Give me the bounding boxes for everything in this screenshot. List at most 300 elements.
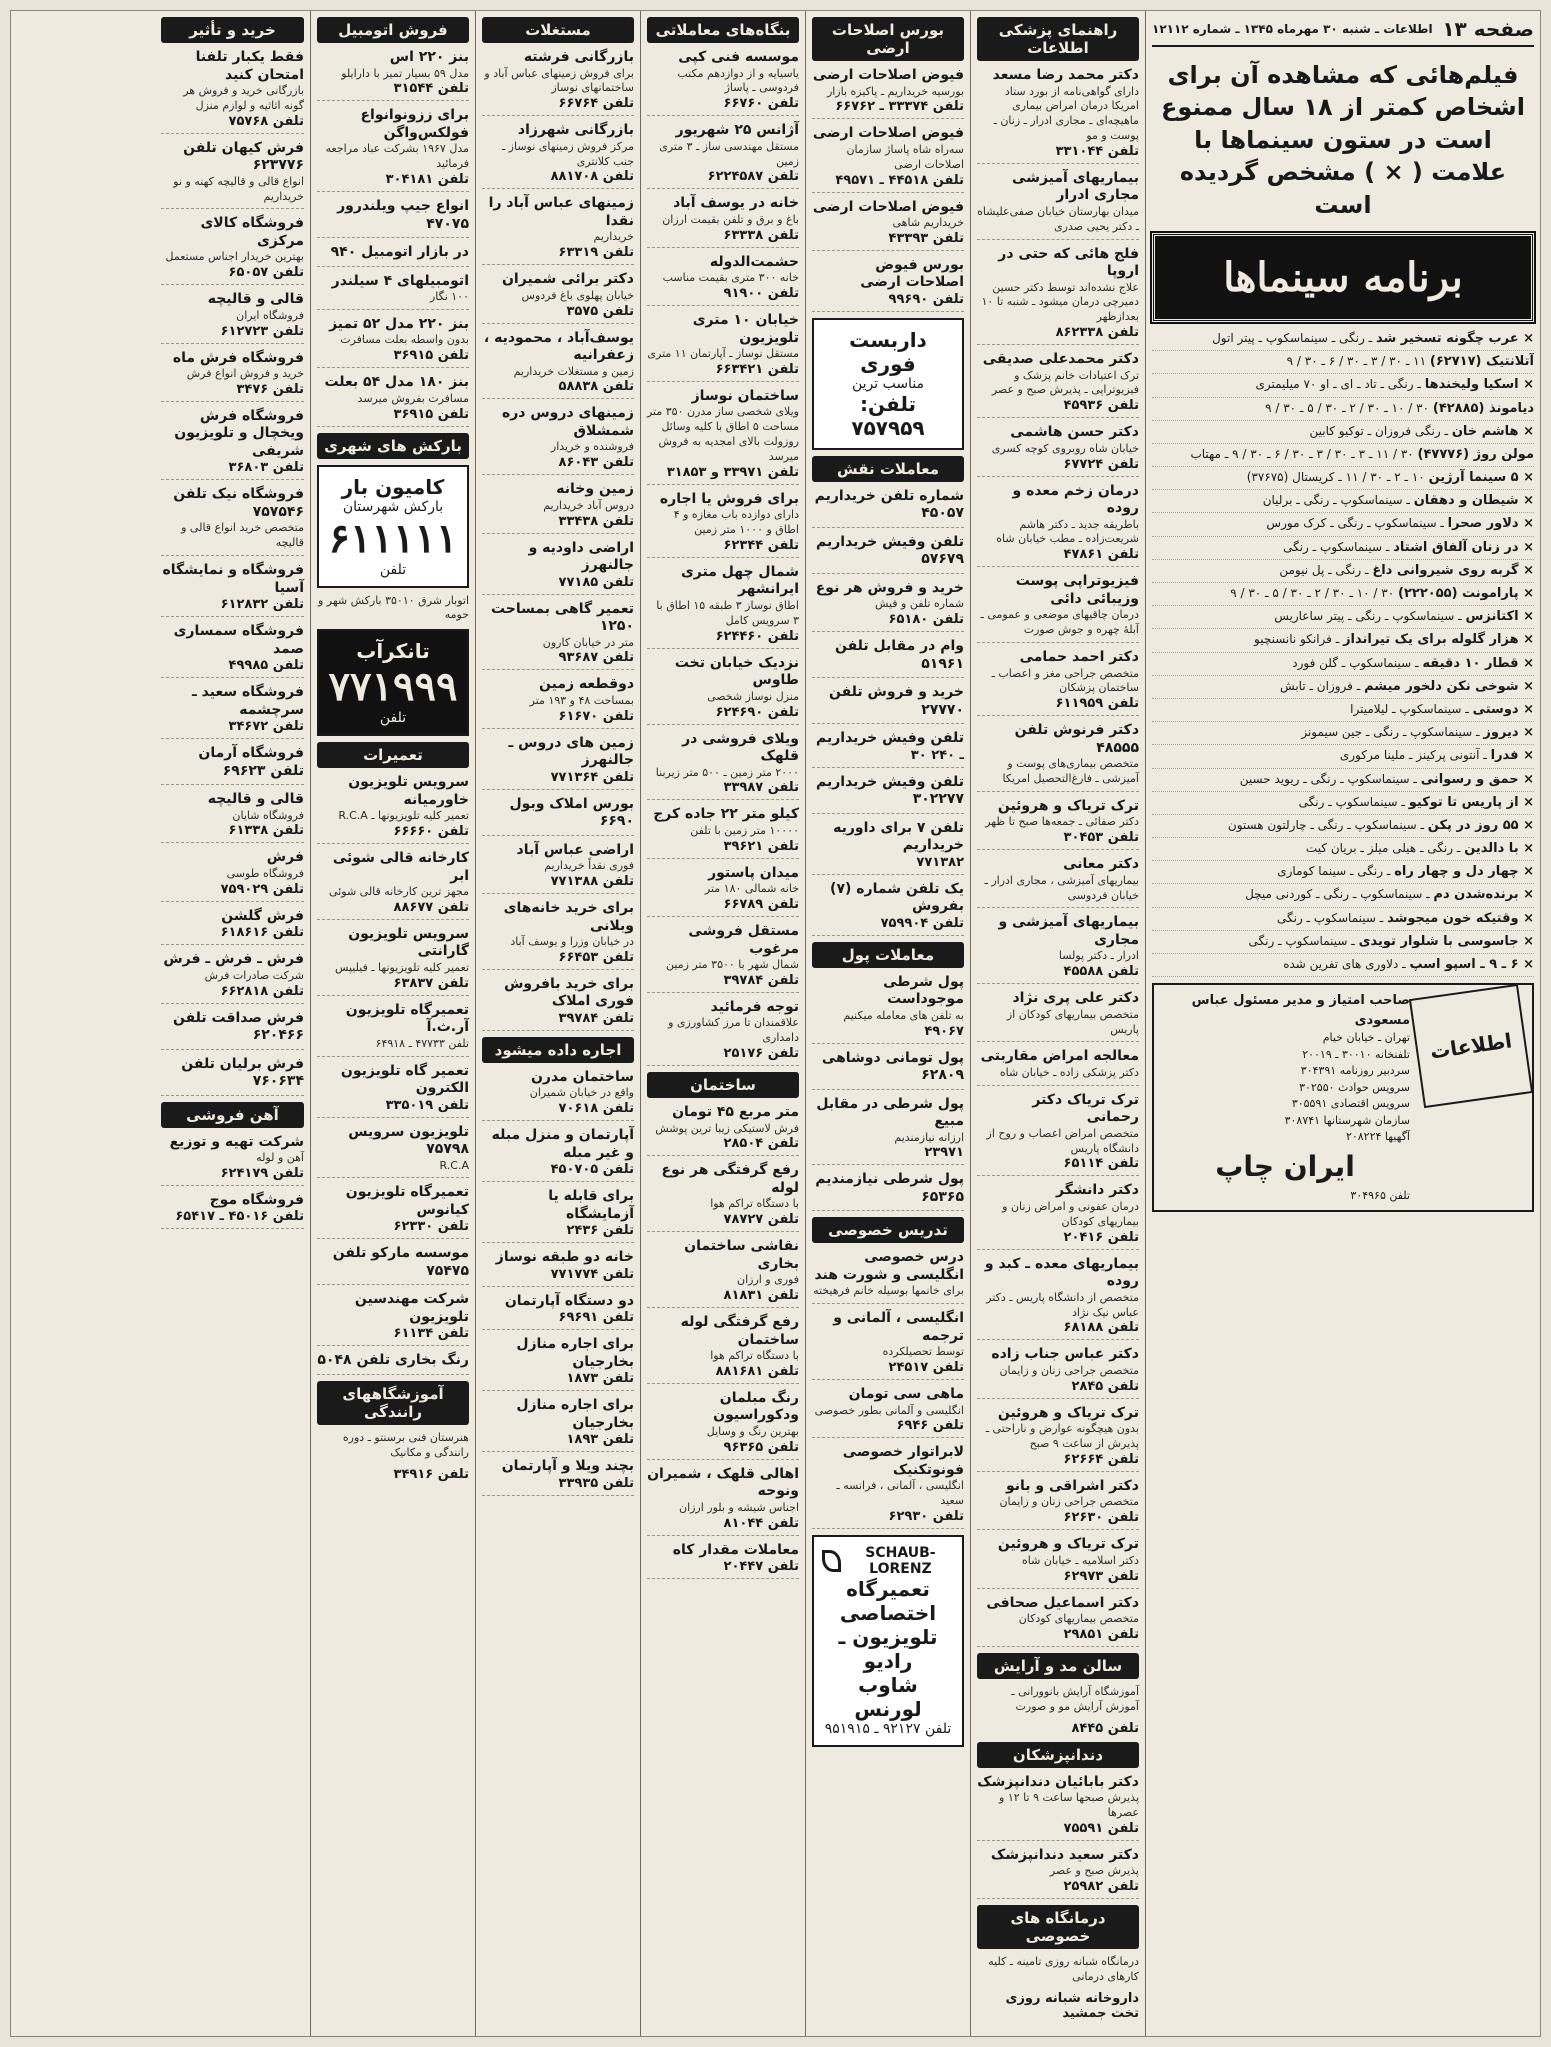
ad-text: خیابان شاه روبروی کوچه کسری [991, 441, 1139, 455]
ad-title: فیوض اصلاحات ارضی [812, 67, 964, 83]
ad-phone: تلفن ۷۰۶۱۸ [558, 1101, 634, 1117]
section2-heading: ساختمان [647, 1072, 799, 1098]
ad-text: با دستگاه تراکم هوا [710, 1349, 799, 1363]
film-info: ـ رنگی فروزان ـ توکیو کابین [1309, 423, 1452, 438]
ad-title: درمان زخم معده و روده [1012, 482, 1139, 517]
ad-title: انواع جیپ ویلندرور ۴۷۰۷۵ [337, 198, 469, 232]
ad-text: پذیرش صبح و عصر [1049, 1864, 1139, 1878]
classified-ad [482, 195, 634, 265]
classified-ad [977, 856, 1139, 908]
classified-ad [812, 1249, 964, 1304]
ad-text: متخصص جراحی زنان و زایمان [999, 1495, 1139, 1509]
section4-heading: آموزشگاههای رانندگی [317, 1381, 469, 1425]
masthead-logo: اطلاعات [1409, 984, 1533, 1108]
classified-ad [647, 1314, 799, 1384]
ad-text: متخصص جراحی زنان و زایمان [999, 1363, 1139, 1377]
film-listing [1152, 444, 1534, 467]
ad-text: مدل ۱۹۶۷ بشرکت عباد مراجعه فرمائید [325, 142, 469, 171]
classified-ad [317, 244, 469, 267]
ad-title: برای فروش یا اجاره [659, 490, 799, 507]
ad-text: برای فروش زمینهای عباس آباد و ساختمانهای نوساز [484, 66, 634, 95]
truck-ad [317, 465, 469, 588]
ad-phone: تلفن ۶۳۸۳۷ [393, 975, 469, 991]
ad-title: برای اجاره منازل بخارجیان [516, 1336, 634, 1370]
ad-phone: تلفن ۳۶۹۱۵ [393, 406, 469, 422]
ad-phone: تلفن ۳۵۷۵ [566, 303, 634, 319]
masthead-line: سرویس حوادث ۳۰۲۵۵۰ [1299, 1080, 1410, 1094]
classified-ad [977, 483, 1139, 568]
film-title: × اکتانزس [1465, 609, 1534, 625]
issue-line: اطلاعات ـ شنبه ۳۰ مهرماه ۱۳۴۵ ـ شماره ۱۲۱۱۲ [1152, 22, 1433, 36]
ad-title: ساختمان نوساز [691, 387, 799, 404]
classified-ad [317, 926, 469, 996]
ad-title: نقاشی ساختمان بخاری [684, 1238, 799, 1272]
ad-phone: تلفن ۷۷۱۷۷۴ [550, 1266, 634, 1282]
classified-ad [977, 351, 1139, 418]
classified-ad [482, 1458, 634, 1496]
ad-text: ادرار ـ دکتر پولسا [1058, 949, 1139, 963]
printer-name: ایران چاپ [1215, 1149, 1355, 1183]
ad-phone: تلفن ۲۰۴۱۶ [1063, 1229, 1139, 1245]
classified-ad [977, 1595, 1139, 1647]
ad-title: کارخانه قالی شوئی ابر [332, 850, 469, 884]
column-heading: راهنمای پزشکی اطلاعات [977, 17, 1139, 61]
film-info: ـ دلاوری های تفرین شده [1283, 957, 1410, 972]
ad-phone: تلفن ۸۸۱۶۸۱ [715, 1363, 799, 1379]
film-listing [1152, 699, 1534, 722]
film-title: مولن روژ (۴۷۷۷۶) [1417, 446, 1534, 462]
classified-ad [647, 564, 799, 649]
column-heading: خرید و تأثیر [161, 17, 304, 43]
film-info: ۱۱ ـ ۳۰ / ۳ ـ ۳۰ / ۶ ـ ۳۰ / ۹ [1286, 354, 1430, 369]
ad-text: علاقمندان تا مرز کشاورزی و دامداری [668, 1016, 799, 1045]
classified-ad [317, 774, 469, 844]
ad-title: فرش [266, 849, 304, 866]
ad-text: خریداریم شاهی [892, 216, 964, 230]
classified-ad [161, 291, 304, 343]
ad-phone: تلفن ۸۶۰۴۳ [558, 455, 634, 471]
ad-title: تلفن وفیش خریداریم [815, 730, 964, 747]
newspaper-page [10, 10, 1541, 2037]
masthead-title: صاحب امتیاز و مدیر مسئول عباس مسعودی [1191, 993, 1410, 1028]
classified-ad [161, 408, 304, 481]
ad-title: ترک تریاک دکتر رحمانی [1032, 1091, 1139, 1126]
film-listing [1152, 769, 1534, 792]
masthead-line: تلفنخانه ۳۰۰۱۰ ـ ۲۰۰۱۹ [1302, 1047, 1410, 1061]
classified-ad [647, 1466, 799, 1536]
classified-ad [812, 1386, 964, 1438]
ad-title: رفع گرفتگی لوله ساختمان [680, 1314, 799, 1348]
classified-ad [977, 1774, 1139, 1841]
classified-ad [482, 405, 634, 475]
ad-title: قالی و قالیچه [207, 291, 304, 308]
classified-ad [161, 951, 304, 1003]
film-title: × حمق و رسوانی [1420, 771, 1534, 787]
ad-text: زمین و مستغلات خریداریم [513, 364, 634, 378]
ad-phone: تلفن ۶۱۸۶۱۶ [220, 925, 304, 941]
cinema-banner: برنامه سینماها [1152, 233, 1534, 322]
ad-phone: تلفن ۳۰۴۵۳ [1063, 830, 1139, 846]
classified-ad [317, 316, 469, 368]
classified-ad [161, 745, 304, 785]
ad-text: اطاق نوساز ۳ طبقه ۱۵ اطاق با ۳ سرویس کامل [656, 598, 799, 627]
column-land-reform [805, 11, 970, 2036]
classified-ad [482, 1188, 634, 1243]
ad-text: متر در خیابان کارون [542, 635, 634, 649]
classified-ad [317, 850, 469, 920]
film-listing [1152, 745, 1534, 768]
ad-phone: تلفن ۴۳۳۹۳ [888, 230, 964, 246]
classified-ad [161, 1056, 304, 1096]
classified-ad [482, 1293, 634, 1331]
ad-title: دکتر اشراقی و بانو [1005, 1477, 1139, 1494]
film-title: × ۵ سینما آرژین [1428, 470, 1534, 486]
classified-ad [977, 1847, 1139, 1899]
ad-phone: تلفن ۴۵۹۳۶ [1063, 398, 1139, 414]
classified-ad [482, 976, 634, 1031]
classified-ad [317, 49, 469, 101]
ad-phone: تلفن ۱۸۷۳ [566, 1371, 634, 1387]
film-listing [1152, 583, 1534, 606]
film-info: ۱۰ ـ ۲ ـ ۳۰ / ۱۱ ـ کریستال (۳۷۶۷۵) [1246, 470, 1429, 485]
classified-ad [317, 1245, 469, 1285]
film-list [1152, 328, 1534, 977]
classified-ad [482, 481, 634, 533]
ad-title: برای قابله یا آزمایشگاه [548, 1188, 634, 1222]
ad-title: انگلیسی ، آلمانی و ترجمه [833, 1310, 964, 1344]
ad-phone: ۷۷۱۳۸۲ [916, 854, 964, 870]
ad-text: ویلای شخصی ساز مدرن ۳۵۰ متر مساحت ۵ اطاق با کلیه وسائل روزولت بالای امجدیه به فروش میرسد [646, 405, 799, 463]
ad-text: منزل نوساز شخصی [707, 689, 799, 703]
ad-phone: تلفن ۷۵۷۶۸ [228, 113, 304, 129]
ad-phone: تلفن ۶۲۳۴۴ [723, 537, 799, 553]
film-info: ـ آنتونی پرکینز ـ ملینا مرکوری [1339, 748, 1491, 763]
classified-ad [482, 900, 634, 970]
film-listing [1152, 722, 1534, 745]
ad-text: تلفن ۴۷۷۳۳ ـ ۶۴۹۱۸ [375, 1036, 469, 1050]
ad-phone: تلفن ۶۳۳۳۸ [723, 227, 799, 243]
ad-text: درمان چاقیهای موضعی و عمومی ـ آبلهٔ چهره و جوش صورت [980, 608, 1139, 637]
ad-text: انگلیسی و آلمانی بطور خصوصی [814, 1403, 964, 1417]
ad-phone: تلفن ۶۲۶۳۰ [1063, 1510, 1139, 1526]
ad-phone: تلفن ۶۶۲۸۱۸ [220, 983, 304, 999]
ad-phone: تلفن ۶۱۲۷۲۳ [220, 323, 304, 339]
classified-ad [812, 67, 964, 119]
ad-text: باغ و برق و تلفن بقیمت ارزان [662, 212, 799, 226]
classified-ad [161, 562, 304, 617]
ad-text: مجهز ترین کارخانه قالی شوئی [329, 885, 469, 899]
ad-text: فروشگاه طوسی [226, 866, 304, 880]
ad-title: شماره تلفن خریداریم ۴۵۰۵۷ [814, 487, 964, 522]
classified-ad [977, 1405, 1139, 1472]
ad-title: پول شرطی نیازمندیم ۶۵۳۶۵ [815, 1171, 964, 1205]
ad-phone: تلفن ۶۶۷۶۴ [558, 96, 634, 112]
scaffolding-phone: تلفن: ۷۵۷۹۵۹ [851, 391, 925, 440]
otobar-text: اتوبار شرق ۳۵۰۱۰ بارکش شهر و حومه [317, 593, 469, 622]
schaub-mark-icon [822, 1550, 841, 1572]
classified-ad [482, 1249, 634, 1287]
film-info: ـ سینماسکوپ ـ رنگی [1298, 794, 1409, 809]
ad-title: بیماریهای معده ـ کبد و روده [984, 1255, 1139, 1290]
ad-title: فیوض اصلاحات ارضی [812, 125, 964, 142]
ad-text: متخصص بیماریهای کودکان [1018, 1612, 1139, 1626]
classified-ad [977, 1478, 1139, 1530]
ad-text: بیماریهای آمیزشی ، مجاری ادرار ـ خیابان فردوسی [984, 873, 1139, 902]
ad-phone: تلفن ۶۱۳۳۸ [228, 823, 304, 839]
ad-phone: تلفن ۳۳۳۷۴ ـ ۶۶۷۶۲ [835, 99, 964, 115]
classified-ad [161, 1010, 304, 1050]
ad-title: معاملات مقدار کاه [672, 1541, 799, 1558]
ad-text: فوری نقداً خریداریم [544, 859, 634, 873]
film-info: ـ سینماسکوپ ـ رنگی [1248, 933, 1359, 948]
ad-title: تعمیر گاه تلویزیون الکترون [340, 1062, 469, 1097]
film-title: × پارامونت (۲۲۲۰۵۵) [1398, 586, 1534, 602]
ad-title: فلج هائی که حتی در اروپا [998, 245, 1139, 280]
ad-text: علاج نشده‌اند توسط دکتر حسین دمیرچی درمان میشود ـ شنبه تا ۱۰ بعدازظهر [981, 280, 1139, 324]
cinema-column [1145, 11, 1540, 2036]
ad-phone: تلفن ۷۵۹۰۲۹ [220, 881, 304, 897]
section2-heading: سالن مد و آرایش [977, 1653, 1139, 1679]
film-info: ـ فروزان ـ تابش [1280, 678, 1365, 693]
classified-ad [482, 271, 634, 323]
film-listing [1152, 838, 1534, 861]
classified-ad [482, 1397, 634, 1452]
section2-heading: آهن فروشی [161, 1102, 304, 1128]
scaffolding-line2: مناسب ترین [851, 375, 925, 392]
classified-ad [812, 580, 964, 632]
ad-title: دوقطعه زمین [539, 676, 634, 693]
film-listing [1152, 351, 1534, 374]
film-listing [1152, 328, 1534, 351]
ad-text: برای خانمها بوسیله خانم فرهیخته [813, 1284, 964, 1298]
ad-title: زمینهای دروس دره شمشلاق [501, 405, 634, 439]
film-info: ـ سینماسکوپ ـ رنگی ـ ریوید حسین [1239, 771, 1421, 786]
ad-phone: تلفن ۴۷۸۶۱ [1063, 547, 1139, 563]
ad-text: فروشگاه ایران [236, 308, 304, 322]
ad-phone: تلفن ۶۶۴۵۳ [558, 949, 634, 965]
column-real-estate [475, 11, 640, 2036]
ad-text: خانه ۳۰۰ متری بقیمت مناسب [662, 271, 799, 285]
ad-title: تلفن وفیش خریداریم ۵۷۶۷۹ [815, 533, 964, 568]
film-listing [1152, 954, 1534, 977]
ad-phone: تلفن ۶۲۹۷۳ [1063, 1568, 1139, 1584]
ad-text: متخصص امراض اعصاب و روح از دانشگاه پاریس [986, 1126, 1139, 1155]
ad-phone: تلفن ۷۷۱۸۵ [558, 574, 634, 590]
ad-title: اهالی قلهک ، شمیران ونوحه [647, 1465, 799, 1500]
film-listing [1152, 884, 1534, 907]
classified-ad [482, 676, 634, 728]
ad-title: رفع گرفتگی هر نوع لوله [661, 1162, 799, 1196]
ad-phone: تلفن ۲۵۹۸۲ [1063, 1879, 1139, 1895]
film-title: × شیطان و دهقان [1413, 493, 1534, 509]
ad-text: شمال شهر با ۳۵۰۰ متر زمین [666, 958, 799, 972]
schaub-line2: تلویزیون ـ رادیو [838, 1625, 938, 1674]
trucking-heading: بارکش های شهری [317, 433, 469, 459]
classified-ad [977, 170, 1139, 240]
classified-ad [161, 350, 304, 402]
classified-ad [647, 122, 799, 189]
ad-title: بنز ۱۸۰ مدل ۵۴ بعلت [324, 374, 469, 391]
film-title: × چهار دل و چهار راه [1394, 864, 1534, 880]
ad-title: تعمیر گاهی بمساحت ۱۲۵۰ [490, 600, 634, 635]
ad-title: تلفن ۷ برای داوریه خریداریم [833, 819, 964, 854]
classified-ad [482, 49, 634, 116]
ad-title: دکتر معانی [1063, 856, 1139, 873]
ad-title: خانه در یوسف آباد [673, 195, 799, 212]
ad-phone: تلفن ۹۶۳۶۵ [723, 1439, 799, 1455]
classified-ad [161, 49, 304, 134]
column-offices [640, 11, 805, 2036]
ad-text: بدون واسطه بعلت مسافرت [340, 333, 469, 347]
ad-phone: تلفن ۳۴۶۷۲ [228, 719, 304, 735]
ad-phone: تلفن ۷۵۵۹۱ [1063, 1820, 1139, 1836]
ad-phone: تلفن ۳۱۵۴۴ [393, 81, 469, 97]
film-listing [1152, 653, 1534, 676]
tanker-line1: تانکرآب [356, 639, 430, 664]
classified-ad [482, 1127, 634, 1182]
ad-title: دکتر دانشگر [1056, 1182, 1139, 1199]
classified-ad [812, 974, 964, 1044]
classified-ad [812, 1050, 964, 1090]
ad-title: موسسه مارکو تلفن ۷۵۴۷۵ [332, 1245, 469, 1279]
film-title: × هزار گلوله برای یک تیرانداز [1343, 632, 1534, 648]
ad-title: خیابان ۱۰ متری تلویزیون [692, 312, 799, 346]
ad-phone: تلفن ۴۵۰۷۰۵ [550, 1162, 634, 1178]
schaub-logo [822, 1545, 954, 1577]
ad-phone: تلفن ۸۸۱۷۰۸ [550, 169, 634, 185]
film-listing [1152, 676, 1534, 699]
classified-ad [812, 730, 964, 768]
classified-ad [317, 273, 469, 310]
section4-heading: تدریس خصوصی [812, 1217, 964, 1243]
classified-ad [317, 1124, 469, 1179]
ad-phone: تلفن ۷۷۱۳۶۴ [550, 769, 634, 785]
ad-title: فروشگاه سمساری صمد [173, 623, 304, 657]
ad-title: ماهی سی تومان [848, 1386, 964, 1403]
ad-title: فروشگاه سعید ـ سرچشمه [191, 684, 304, 718]
film-listing [1152, 537, 1534, 560]
ad-phone: تلفن ۴۵۰۱۶ ـ ۶۵۴۱۷ [175, 1209, 304, 1225]
ad-title: قالی و قالیچه [207, 791, 304, 808]
ad-title: فیزیوتراپی پوست وزیبائی دائی [1015, 573, 1139, 607]
film-title: آتلانتیک (۶۲۷۱۷) [1429, 354, 1534, 370]
classified-ad [812, 534, 964, 574]
film-info: ۳۰ / ۱۰ ـ ۳۰ / ۲ ـ ۳۰ / ۵ ـ ۳۰ / ۹ [1265, 400, 1433, 415]
film-title: دیامونذ (۴۲۸۸۵) [1432, 400, 1534, 416]
ad-title: بنز ۲۲۰ اس [389, 49, 469, 65]
scaffolding-line1: داربست فوری [849, 327, 927, 376]
ad-title: بنز ۲۲۰ مدل ۵۲ تمیز [329, 315, 469, 332]
classified-ad [482, 1069, 634, 1121]
page-header [1152, 17, 1534, 47]
masthead [1152, 983, 1534, 1212]
film-info: ۳۰ / ۱۰ ـ ۳۰ / ۲ ـ ۳۰ / ۵ ـ ۳۰ / ۹ [1230, 586, 1398, 601]
film-info: ـ رنگی ـ هیلی میلز ـ بریان کیت [1305, 841, 1465, 856]
ad-title: بازرگانی فرشته [523, 49, 634, 65]
ad-phone: تلفن ۷۷۱۳۸۸ [550, 874, 634, 890]
ad-text: واقع در خیابان شمیران [529, 1086, 634, 1100]
masthead-line: سرویس اقتصادی ۳۰۵۵۹۱ [1291, 1097, 1410, 1111]
film-info: ـ رنگی ـ پل نیومن [1279, 562, 1373, 577]
ad-title: فرش گلشن [221, 907, 304, 924]
classified-ad [647, 195, 799, 247]
ad-title: یک تلفن شماره (۷) بفروش [830, 880, 964, 915]
ad-text: بمساحت ۴۸ و ۱۹۳ متر [529, 693, 634, 707]
classified-ad [977, 424, 1139, 476]
ad-title: شرکت مهندسین تلویزیون [354, 1291, 469, 1325]
classified-ad [812, 774, 964, 814]
classified-ad [647, 312, 799, 382]
ad-title: دو دستگاه آپارتمان [504, 1292, 634, 1309]
classified-ad [161, 1192, 304, 1230]
ad-text: بازرگانی خرید و فروش هر گونه اثاثیه و لوازم منزل [183, 84, 304, 112]
ad-text: توسط تحصیلکرده [882, 1345, 964, 1359]
classified-ad [482, 540, 634, 595]
ad-title: فرش برلیان تلفن ۷۶۰۶۳۴ [181, 1055, 304, 1090]
ad-title: حشمت‌الدوله [709, 253, 799, 270]
ad-text: انگلیسی ، آلمانی ، فرانسه ـ سعید [836, 1479, 964, 1508]
ad-phone: تلفن ۳۴۷۶ [236, 381, 304, 397]
ad-phone: تلفن ۶۲۹۳۰ [888, 1509, 964, 1525]
printer-phone: تلفن ۳۰۴۹۶۵ [1350, 1188, 1410, 1202]
ad-text: با دستگاه تراکم هوا [710, 1197, 799, 1211]
film-listing [1152, 398, 1534, 421]
ad-title: متر مربع ۴۵ تومان [672, 1104, 799, 1121]
ad-phone: تلفن ۳۳۹۳۵ [558, 1475, 634, 1491]
film-listing [1152, 931, 1534, 954]
classified-ad [161, 623, 304, 678]
film-title: × دوستی [1472, 701, 1534, 717]
ad-text: شرکت صادرات فرش [204, 968, 304, 982]
ad-text: تعمیر کلیه تلویزیونها ـ فیلیپس [334, 960, 469, 974]
ad-phone: تلفن ۶۲۴۱۷۹ [220, 1165, 304, 1181]
classified-ad [482, 842, 634, 894]
ad-text: انواع قالی و قالیچه کهنه و نو خریداریم [173, 174, 304, 203]
ad-phone: تلفن ۲۸۴۵ [1071, 1378, 1139, 1394]
classified-ad [161, 791, 304, 843]
classified-ad [812, 1171, 964, 1211]
ad-title: فروشگاه موج [209, 1191, 304, 1208]
ad-text: فروشنده و خریدار [550, 440, 634, 454]
classified-ad [977, 67, 1139, 164]
ad-title: لابراتوار خصوصی فونوتکنیک [842, 1444, 964, 1478]
classified-ad [317, 1184, 469, 1239]
ad-phone: تلفن ۶۱۲۸۳۲ [220, 597, 304, 613]
ad-title: نزدیک خیابان تخت طاوس [674, 654, 799, 689]
classified-ad [647, 731, 799, 801]
film-listing [1152, 374, 1534, 397]
film-listing [1152, 606, 1534, 629]
ad-phone: تلفن ۶۹۴۶ [896, 1418, 964, 1434]
ad-text: دکتر صفائی ـ جمعه‌ها صبح تا ظهر [985, 815, 1139, 829]
film-listing [1152, 792, 1534, 815]
classified-ad [647, 1104, 799, 1156]
ad-phone: تلفن ۸۱۰۴۴ [723, 1515, 799, 1531]
section3-heading: دندانپزشکان [977, 1742, 1139, 1768]
ad-text: خرید و فروش انواع فرش [186, 367, 304, 381]
column-autos [310, 11, 475, 2036]
film-info: ـ رنگی ـ سینماسکوپ ـ پیتر اتول [1212, 330, 1376, 345]
classified-ad [812, 820, 964, 875]
classified-ad [647, 49, 799, 116]
ad-text: مستقل مهندسی ساز ـ ۳ متری زمین [659, 139, 799, 168]
ad-text: مسافرت بفروش میرسد [357, 391, 469, 405]
classified-ad [161, 684, 304, 739]
ad-title: فرش صداقت تلفن ۶۲۰۴۶۶ [173, 1009, 304, 1044]
ad-title: بیماریهای آمیزشی و مجاری [998, 914, 1139, 948]
classified-ad [161, 140, 304, 210]
ad-phone: تلفن ۳۳۹۷۱ و ۳۱۸۵۳ [666, 464, 799, 480]
